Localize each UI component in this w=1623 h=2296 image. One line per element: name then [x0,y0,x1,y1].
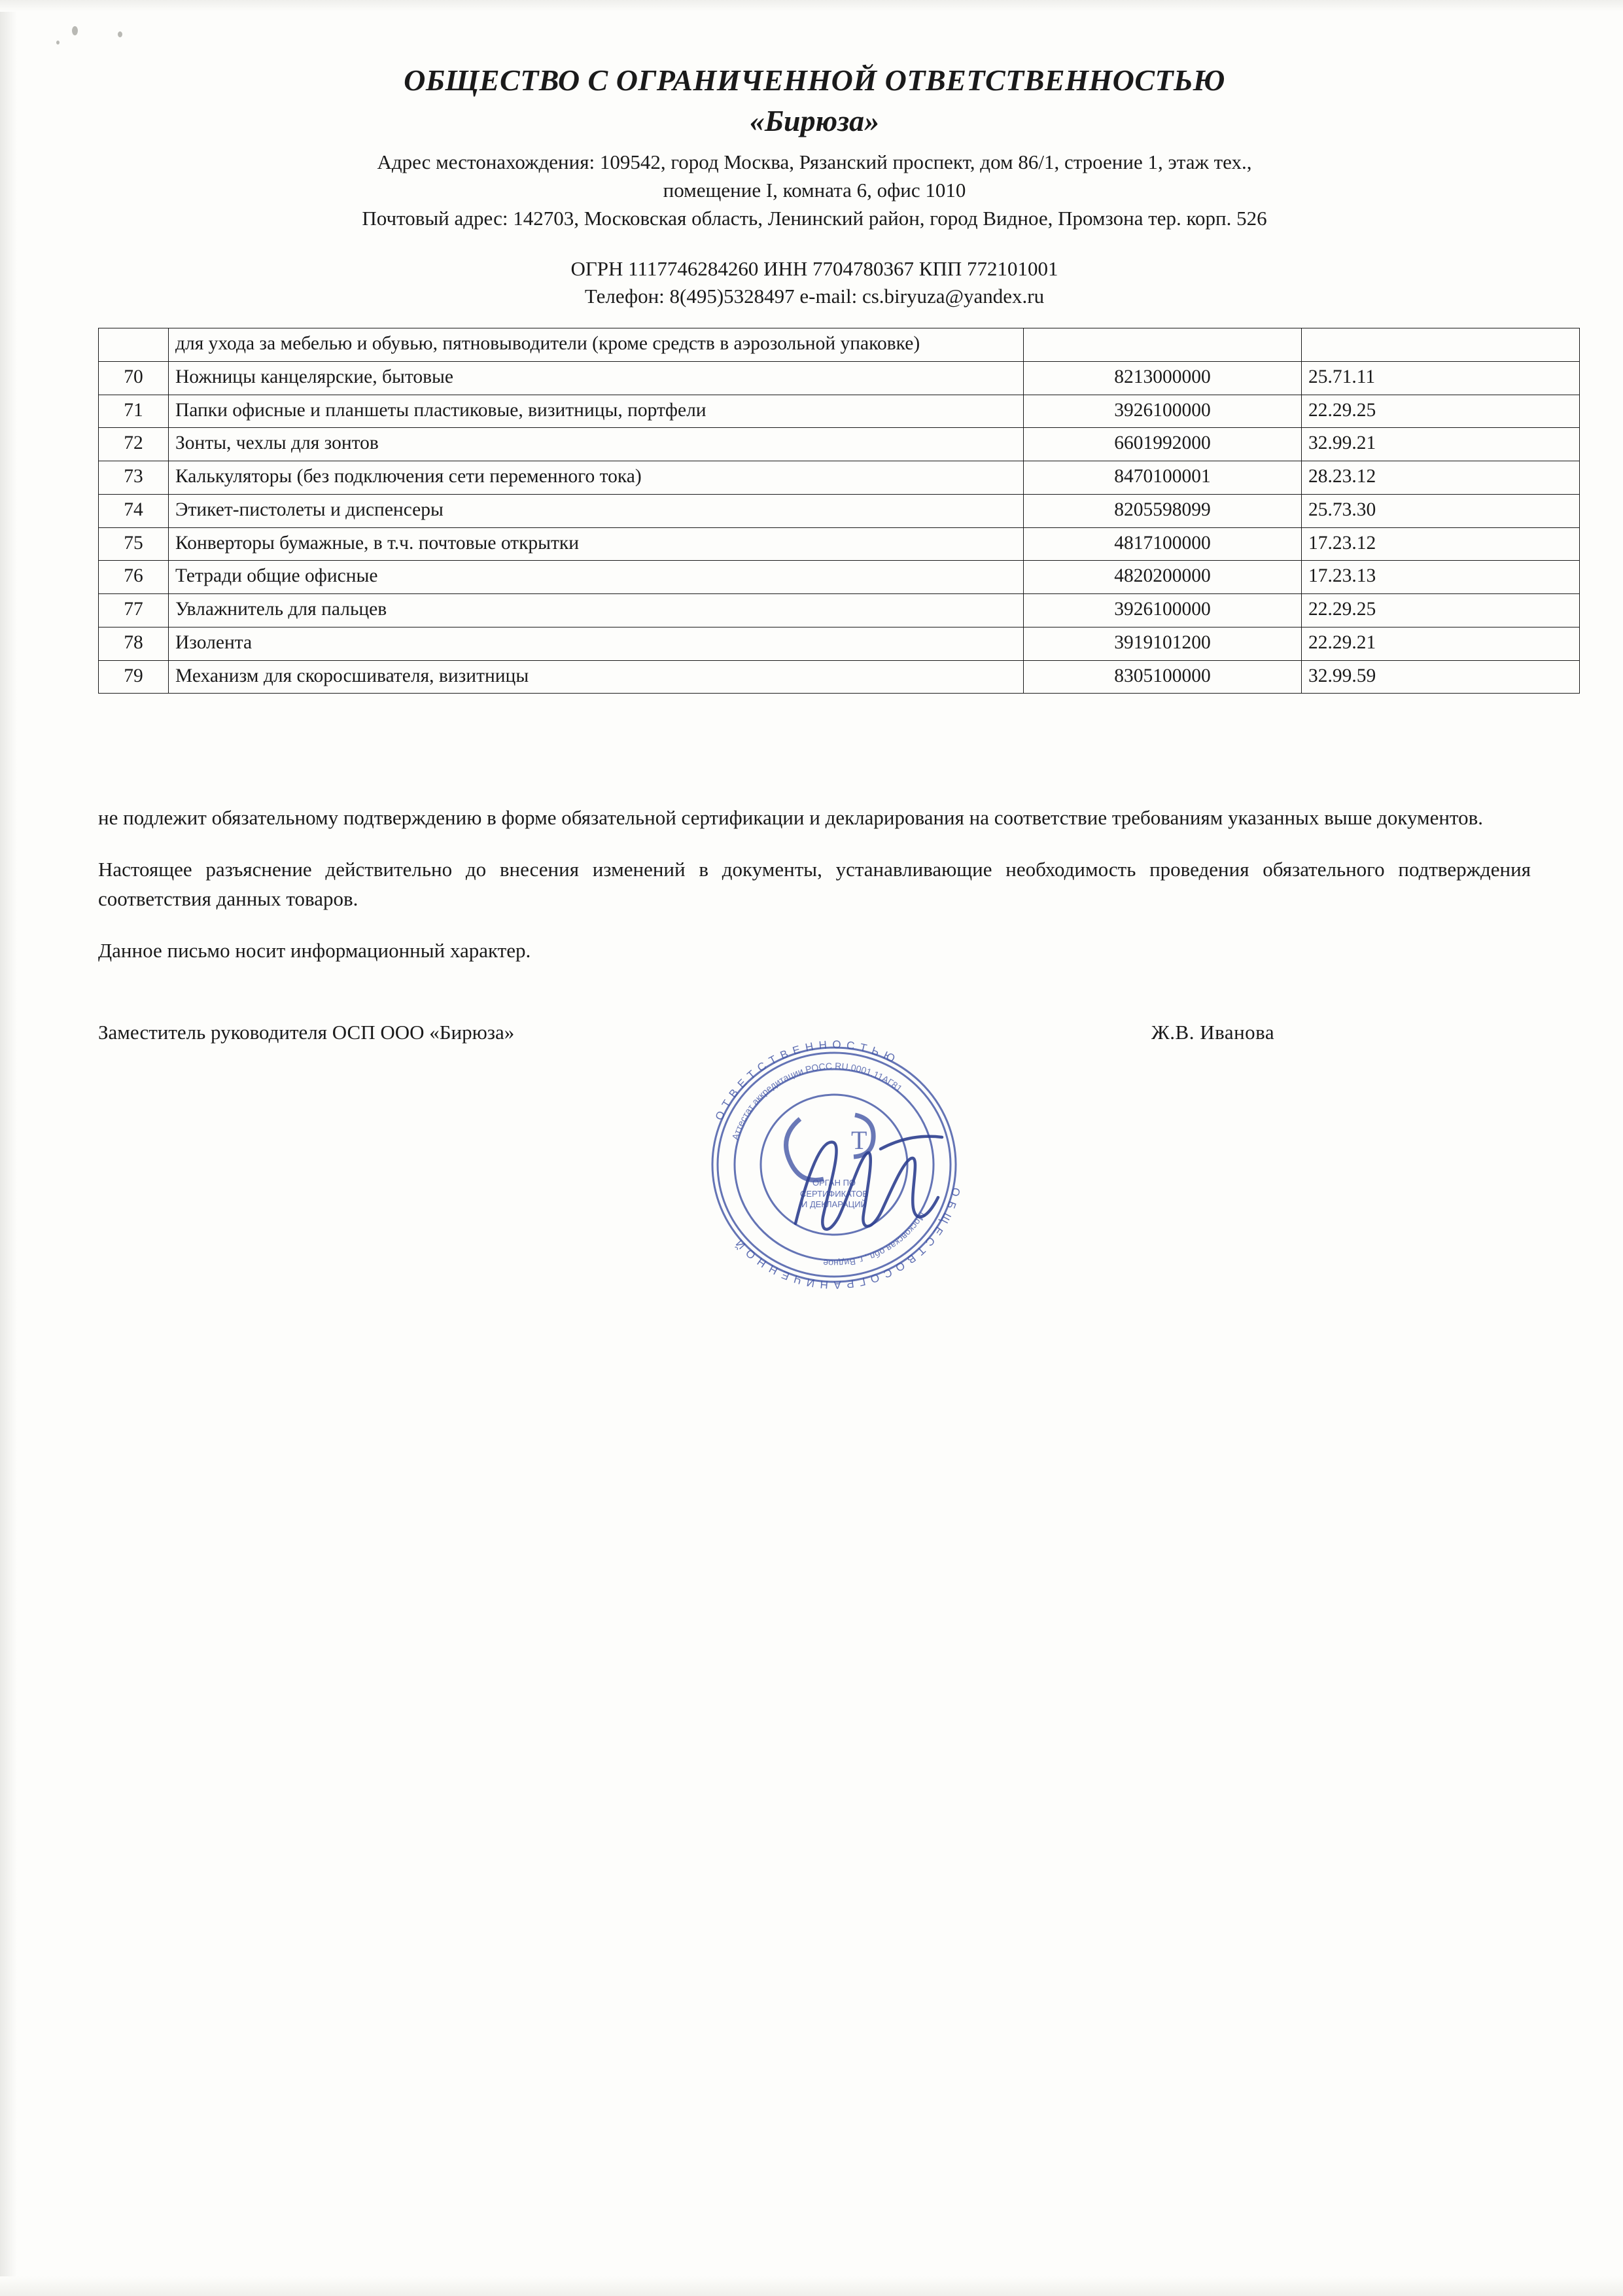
cell-code: 8205598099 [1024,494,1302,527]
company-stamp [690,1034,978,1296]
cell-code: 4817100000 [1024,527,1302,561]
cell-code: 3926100000 [1024,395,1302,428]
table-row [99,361,1580,395]
svg-text:СЕРТИФИКАТОВ: СЕРТИФИКАТОВ [799,1189,869,1199]
table-row [99,527,1580,561]
registration-line-1: ОГРН 1117746284260 ИНН 7704780367 КПП 772101001 [570,256,1058,280]
cell-name: Механизм для скоросшивателя, визитницы [169,660,1024,694]
paragraph-1: не подлежит обязательному подтверждению в форме обязательной сертификации и декларирования на соответствие требованиям указанных выше документов. [98,806,1484,830]
body-text [98,804,1531,966]
org-name: «Бирюза» [749,104,880,138]
handwritten-signature [782,1112,979,1250]
svg-text:И ДЕКЛАРАЦИЙ: И ДЕКЛАРАЦИЙ [801,1199,867,1209]
signatory-name: Ж.В. Иванова [1151,1021,1275,1044]
cell-okpd: 32.99.21 [1302,428,1580,461]
paragraph-3: Данное письмо носит информационный характер. [98,939,531,963]
table-row [99,627,1580,660]
cell-num: 77 [99,594,169,627]
signatory-position: Заместитель руководителя ОСП ООО «Бирюза» [98,1021,515,1044]
cell-okpd [1302,328,1580,362]
cell-name: Увлажнитель для пальцев [169,594,1024,627]
svg-text:О Т В Е Т С Т В Е Н Н О С Т Ь: О Т В Е Т С Т В Е Н Н О С Т Ь Ю [712,1038,898,1123]
cell-name: для ухода за мебелью и обувью, пятновыводители (кроме средств в аэрозольной упаковке) [169,328,1024,362]
cell-code: 3919101200 [1024,627,1302,660]
cell-okpd: 17.23.12 [1302,527,1580,561]
cell-code: 6601992000 [1024,428,1302,461]
svg-text:Московская обл., г. Видное: Московская обл., г. Видное [822,1210,928,1269]
svg-text:Аттестат аккредитации РОСС RU.: Аттестат аккредитации РОСС RU.0001.11АГ81 [729,1060,905,1141]
registration-line-2: Телефон: 8(495)5328497 e-mail: cs.biryuza@yandex.ru [584,285,1045,308]
cell-num: 74 [99,494,169,527]
table-row [99,428,1580,461]
cell-okpd: 28.23.12 [1302,461,1580,495]
paragraph-2: Настоящее разъяснение действительно до внесения изменений в документы, устанавливающие необходимость проведения обязательного подтверждения соответствия данных товаров. [98,858,1531,911]
cell-name: Конверторы бумажные, в т.ч. почтовые открытки [169,527,1024,561]
cell-okpd: 22.29.21 [1302,627,1580,660]
cell-num: 72 [99,428,169,461]
cell-okpd: 17.23.13 [1302,561,1580,594]
org-title: ОБЩЕСТВО С ОГРАНИЧЕННОЙ ОТВЕТСТВЕННОСТЬЮ [404,63,1225,97]
svg-text:Т: Т [851,1125,867,1155]
cell-code [1024,328,1302,362]
cell-okpd: 22.29.25 [1302,594,1580,627]
scan-speck [118,31,122,37]
cell-name: Папки офисные и планшеты пластиковые, визитницы, портфели [169,395,1024,428]
table-row [99,561,1580,594]
cell-name: Тетради общие офисные [169,561,1024,594]
cell-name: Калькуляторы (без подключения сети переменного тока) [169,461,1024,495]
cell-num: 73 [99,461,169,495]
table-row [99,494,1580,527]
cell-name: Этикет-пистолеты и диспенсеры [169,494,1024,527]
scan-edge-bottom [0,2276,1623,2296]
table-row [99,461,1580,495]
cell-okpd: 25.71.11 [1302,361,1580,395]
cell-num: 75 [99,527,169,561]
cell-code: 4820200000 [1024,561,1302,594]
cell-num [99,328,169,362]
cell-name: Зонты, чехлы для зонтов [169,428,1024,461]
scan-edge-top [0,0,1623,12]
cell-code: 8213000000 [1024,361,1302,395]
table-row [99,594,1580,627]
table-row [99,395,1580,428]
table-row [99,660,1580,694]
cell-num: 71 [99,395,169,428]
cell-okpd: 22.29.25 [1302,395,1580,428]
cell-okpd: 32.99.59 [1302,660,1580,694]
address-line-3: Почтовый адрес: 142703, Московская область, Ленинский район, город Видное, Промзона тер. корп. 526 [362,206,1267,230]
cell-num: 70 [99,361,169,395]
cell-code: 8305100000 [1024,660,1302,694]
registration-block [98,255,1531,311]
cell-num: 79 [99,660,169,694]
cell-okpd: 25.73.30 [1302,494,1580,527]
signature-row [98,1021,1531,1060]
address-line-2: помещение I, комната 6, офис 1010 [663,179,966,202]
table-row [99,328,1580,362]
document-content [98,63,1531,1060]
scan-speck [56,41,60,44]
goods-table [98,328,1580,694]
cell-code: 3926100000 [1024,594,1302,627]
cell-num: 76 [99,561,169,594]
scan-speck [72,26,78,35]
goods-table-body [99,328,1580,694]
address-block [98,149,1531,232]
scan-edge-left [0,0,17,2296]
cell-name: Изолента [169,627,1024,660]
address-line-1: Адрес местонахождения: 109542, город Москва, Рязанский проспект, дом 86/1, строение 1, этаж тех., [377,150,1252,174]
cell-num: 78 [99,627,169,660]
cell-name: Ножницы канцелярские, бытовые [169,361,1024,395]
svg-text:О Б Щ Е С Т В О С О Г Р А Н: О Б Щ Е С Т В О С О Г Р А Н И Ч Е Н Н О Й [733,1186,963,1292]
cell-code: 8470100001 [1024,461,1302,495]
svg-text:ОРГАН ПО: ОРГАН ПО [812,1178,856,1188]
